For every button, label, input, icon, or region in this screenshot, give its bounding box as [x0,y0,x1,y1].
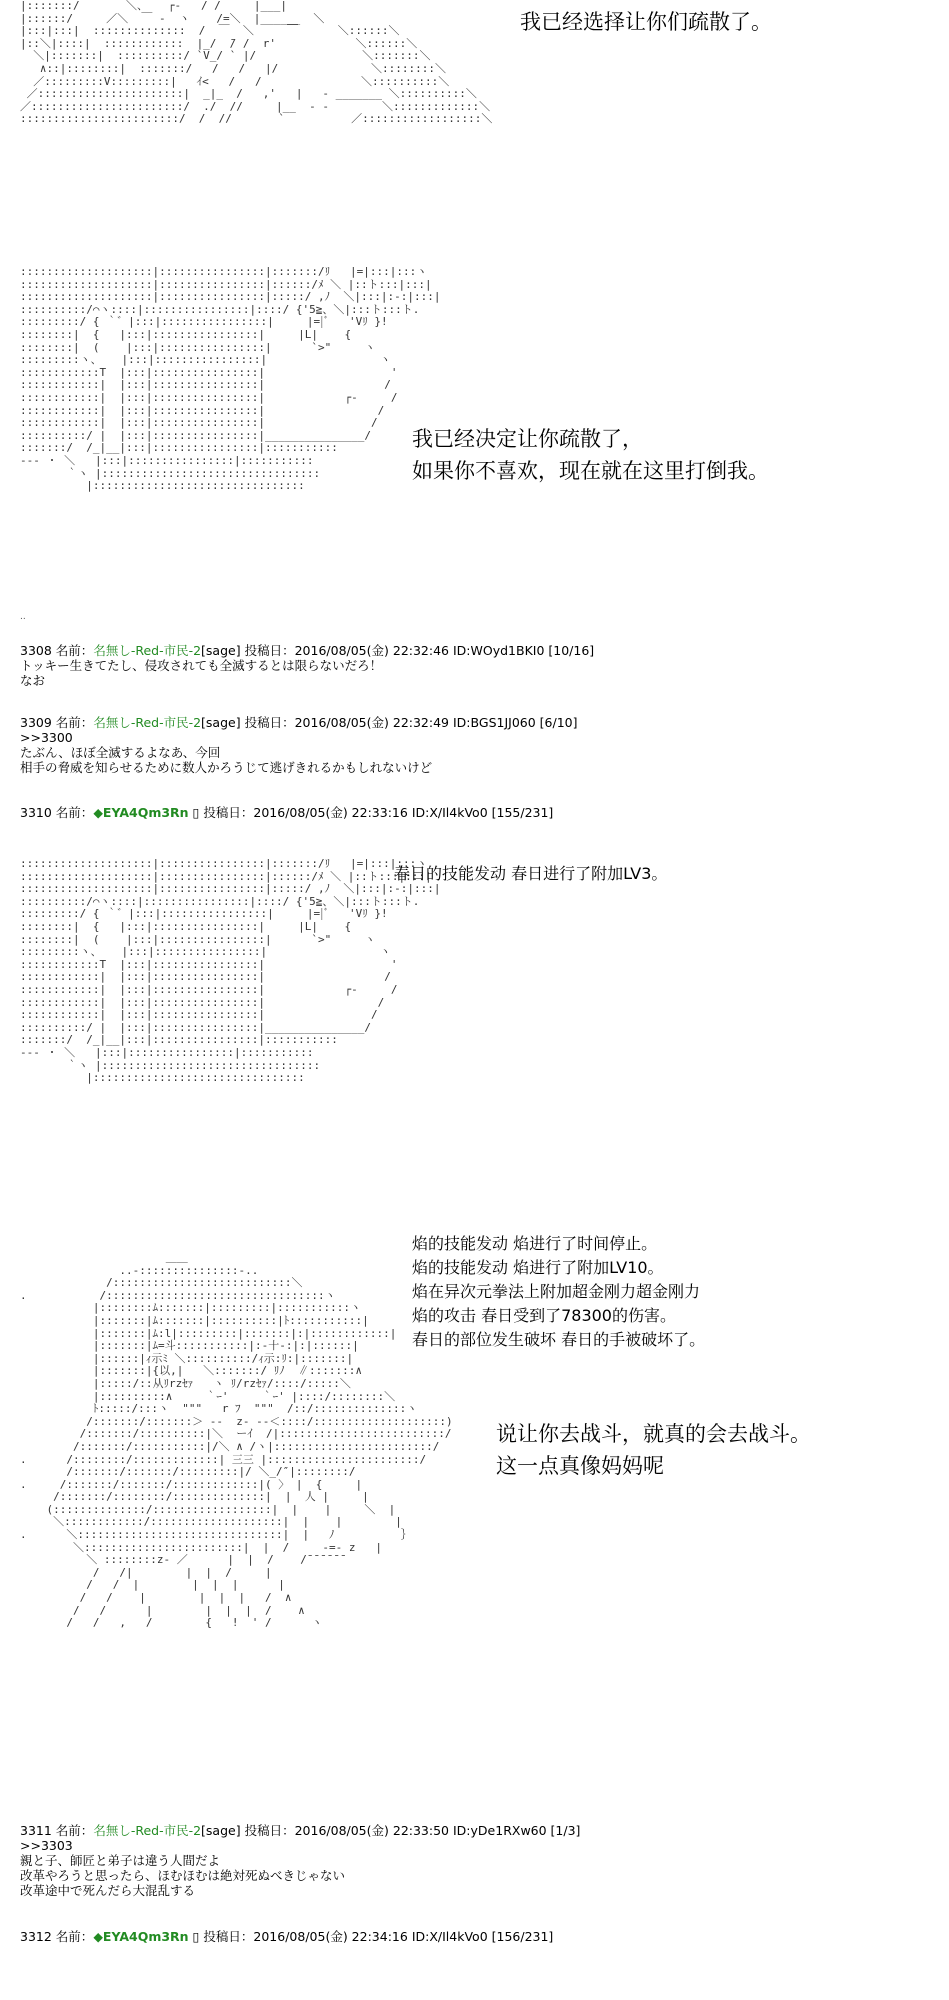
post-3311 [20,1823,580,1898]
post-date: 投稿日：2016/08/05(金) 22:34:16 [203,1929,408,1944]
ascii-art-panel-4: ＿＿ ..-:::::::::::::::-.. /:::::::::::::::::::::::::::＼ . /:::::::::::::::::::::::::::::::::ヽ |::::::::ﾑ:::::::|:::::::::|:::::::::::ヽ |:::::::|ﾑ:::::::|::::::::::|ﾄ:::::::::::| |:::::::|ﾑ:l|:::::::::|:::::::|:|::::::::::::| |:::::::|ﾑ=斗:::::::::::|:-十-:|:|::::::| |::::::|ｨ示ﾐ ＼::::::::::/ｨ示:ﾘ:|:::::::| |:::::::|{以,| ＼:::::::/ ﾘﾉ ∥:::::::∧ |:::::/::从ﾘrzｾｧ ヽ ﾘ/rzｾｧ/::::/:::::＼ |::::::::::∧ ｀ｰ' ｀ｰ' |::::/::::::::＼ ﾄ:::::/:::ヽ """ r ﾌ """ /::/::::::::::::::ヽ /:::::::/:::::::＞ ‐‐ z‐ ‐‐＜::::/::::::::::::::::::::) /:::::::/::::::::::|＼ ーｲ /|:::::::::::::::::::::::::/ /:::::::/:::::::::::|/＼ ∧ /ヽ|::::::::::::::::::::::::/ . /::::::::/:::::::::::::| 三三 |:::::::::::::::::::::::/ /:::::::/:::::::/:::::::::|/ ＼_/″|::::::::/ . /:::::::/:::::::/:::::::::::::|( 〉 | { | /:::::::/::::::::/::::::::::::::| | 人 | | (::::::::::::::/::::::::::::::::::| | | ＼ | ＼::::::::::::/::::::::::::::::::::| | | | . ＼:::::::::::::::::::::::::::::::| | ﾉ ｝ ＼::::::::::::::::::::::::| | / ‐=- z | ＼ ::::::::z‐ ／ | | / /¯¯¯¯¯¯ / /| | | / | / / | | | | | / / | | | | / ∧ / / | | | | / ∧ / / , / { ! ' / ヽ [20,1251,453,1630]
post-date: 投稿日：2016/08/05(金) 22:32:49 [244,715,450,730]
post-header: 3312 名前：◆EYA4Qm3Rn ▯ 投稿日：2016/08/05(金) 22:34:16 ID:X/Il4kVo0 [156/231] [20,1929,554,1944]
poster-trip[interactable]: ◆EYA4Qm3Rn [93,805,189,820]
panel-4-caption-line-3: 焰在异次元拳法上附加超金刚力超金刚力 [412,1282,701,1301]
post-date: 投稿日：2016/08/05(金) 22:32:46 [244,643,450,658]
poster-id: ID:BGS1JJ060 [6/10] [453,715,578,730]
post-body-line: 改革やろうと思ったら、ほむほむは絶対死ぬべきじゃない [20,1868,346,1883]
post-header [20,1823,580,1838]
post-body-line: なお [20,673,46,688]
post-date: 投稿日：2016/08/05(金) 22:33:50 [244,1823,450,1838]
spacer-dot: .. [20,612,26,622]
name-label: 名前： [55,715,94,730]
post-number: 3309 [20,715,52,730]
ascii-art-panel-3: ::::::::::::::::::::|::::::::::::::::|:::::::/ﾘ |=|:::|:::ヽ ::::::::::::::::::::|::::::::::::::::|::::::/ﾒ ＼ |::ト:::|:::| ::::::::::::::::::::|::::::::::::::::|:::::/ ,ﾉ ＼|:::|:-:|:::| ::::::::::/⌒ヽ::::|::::::::::::::::|::::/ {'5≧、＼|:::ト:::ト. :::::::::/ { ｀゛|:::|::::::::::::::::| |=|ﾞ 'Vﾘ }! ::::::::| { |:::|::::::::::::::::| |L| { ::::::::| ( |:::|::::::::::::::::| `>" ヽ :::::::::ヽ、 |:::|::::::::::::::::| ヽ ::::::::::::T |:::|::::::::::::::::| ' ::::::::::::| |:::|::::::::::::::::| / ::::::::::::| |:::|::::::::::::::::| ┌- / ::::::::::::| |:::|::::::::::::::::| / ::::::::::::| |:::|::::::::::::::::| / ::::::::::/ | |:::|::::::::::::::::|_______________/ :::::::/ /_|__|:::|::::::::::::::::|::::::::::: ‐‐‐ ・ ＼ |:::|::::::::::::::::|::::::::::: ｀ヽ |::::::::::::::::::::::::::::::::: |:::::::::::::::::::::::::::::::: [20,857,441,1085]
panel-2-caption-line-1: 我已经决定让你疏散了， [412,427,643,451]
poster-trip[interactable]: ◆EYA4Qm3Rn [93,1929,189,1944]
post-3308 [20,643,594,688]
panel-5-caption-line-1: 说让你去战斗，就真的会去战斗。 [496,1422,811,1446]
panel-1-caption: 我已经选择让你们疏散了。 [520,10,772,34]
ascii-art-panel-2: ::::::::::::::::::::|::::::::::::::::|:::::::/ﾘ |=|:::|:::ヽ ::::::::::::::::::::|::::::::::::::::|::::::/ﾒ ＼ |::ト:::|:::| ::::::::::::::::::::|::::::::::::::::|:::::/ ,ﾉ ＼|:::|:-:|:::| ::::::::::/⌒ヽ::::|::::::::::::::::|::::/ {'5≧、＼|:::ト:::ト. :::::::::/ { ｀゛|:::|::::::::::::::::| |=|ﾞ 'Vﾘ }! ::::::::| { |:::|::::::::::::::::| |L| { ::::::::| ( |:::|::::::::::::::::| `>" ヽ :::::::::ヽ、 |:::|::::::::::::::::| ヽ ::::::::::::T |:::|::::::::::::::::| ' ::::::::::::| |:::|::::::::::::::::| / ::::::::::::| |:::|::::::::::::::::| ┌- / ::::::::::::| |:::|::::::::::::::::| / ::::::::::::| |:::|::::::::::::::::| / ::::::::::/ | |:::|::::::::::::::::|_______________/ :::::::/ /_|__|:::|::::::::::::::::|::::::::::: ‐‐‐ ・ ＼ |:::|::::::::::::::::|::::::::::: ｀ヽ |::::::::::::::::::::::::::::::::: |:::::::::::::::::::::::::::::::: [20,265,441,493]
name-label: 名前： [55,805,94,820]
post-body-line: 親と子、師匠と弟子は違う人間だよ [20,1853,221,1868]
post-header [20,715,577,730]
sage-tag: [sage] [201,643,241,658]
post-number: 3308 [20,643,52,658]
post-body-line: 改革途中で死んだら大混乱する [20,1883,196,1898]
poster-id: ID:WOyd1BKI0 [10/16] [453,643,595,658]
post-number: 3310 [20,805,52,820]
sage-tag: [sage] [201,1823,241,1838]
panel-4-caption-line-4: 焰的攻击 春日受到了78300的伤害。 [412,1306,676,1325]
post-number: 3311 [20,1823,52,1838]
poster-id: ID:X/Il4kVo0 [155/231] [411,805,554,820]
poster-name[interactable]: 名無し-Red-市民-2 [93,715,202,730]
reply-anchor-link[interactable]: >>3300 [20,730,73,745]
post-3312 [20,1929,553,1944]
post-body-line: トッキー生きてたし、侵攻されても全滅するとは限らないだろ！ [20,658,383,673]
post-date: 投稿日：2016/08/05(金) 22:33:16 [203,805,408,820]
poster-name[interactable]: 名無し-Red-市民-2 [93,643,202,658]
ascii-art-panel-1: |:::::::/ ＼、 ┌‐ / / |___| |::::::/ ／＼ ￣ - ヽ /=＼ |______ ＼ |:::|:::| :::::::::::::: / ￣ ＼ ￣ ＼::::::＼ |::＼|::::| :::::::::::: |_/ ̄/ / r' ＼::::::＼ ＼|:::::::| ::::::::::/ `V_/ ` |/ ＼:::::::＼ ∧::|::::::::| :::::::/ / / |/ ＼::::::::＼ ／:::::::::V:::::::::| ｲ< / / ＼::::::::::＼ ／::::::::::::::::::::::| _|_ / ,' | ‐ _______ ＼::::::::::＼ ／:::::::::::::::::::::::/ ./ // |__ ‐ ‐ ＼:::::::::::::＼ ::::::::::::::::::::::::/ / // ` ／::::::::::::::::::＼ [20,0,493,126]
name-label: 名前： [55,1929,94,1944]
post-3309 [20,715,577,775]
name-label: 名前： [55,643,94,658]
poster-id: ID:yDe1RXw60 [1/3] [453,1823,581,1838]
panel-4-caption-line-2: 焰的技能发动 焰进行了附加LV10。 [412,1258,664,1277]
post-body-line: たぶん、ほぼ全滅するよなあ、今回 [20,745,221,760]
post-number: 3312 [20,1929,52,1944]
panel-4-caption-line-5: 春日的部位发生破坏 春日的手被破坏了。 [412,1330,706,1349]
poster-name[interactable]: 名無し-Red-市民-2 [93,1823,202,1838]
reply-anchor-link[interactable]: >>3303 [20,1838,73,1853]
post-header: 3310 名前：◆EYA4Qm3Rn ▯ 投稿日：2016/08/05(金) 22:33:16 ID:X/Il4kVo0 [155/231] [20,805,554,820]
post-header [20,643,594,658]
panel-5-caption-line-2: 这一点真像妈妈呢 [496,1454,664,1478]
panel-2-caption-line-2: 如果你不喜欢，现在就在这里打倒我。 [412,459,769,483]
panel-4-caption-line-1: 焰的技能发动 焰进行了时间停止。 [412,1234,658,1253]
panel-3-caption: 春日的技能发动 春日进行了附加LV3。 [394,864,668,883]
poster-id: ID:X/Il4kVo0 [156/231] [411,1929,554,1944]
sage-tag: [sage] [201,715,241,730]
post-3310 [20,805,553,820]
post-body-line: 相手の脅威を知らせるために数人かろうじて逃げきれるかもしれないけど [20,760,433,775]
name-label: 名前： [55,1823,94,1838]
